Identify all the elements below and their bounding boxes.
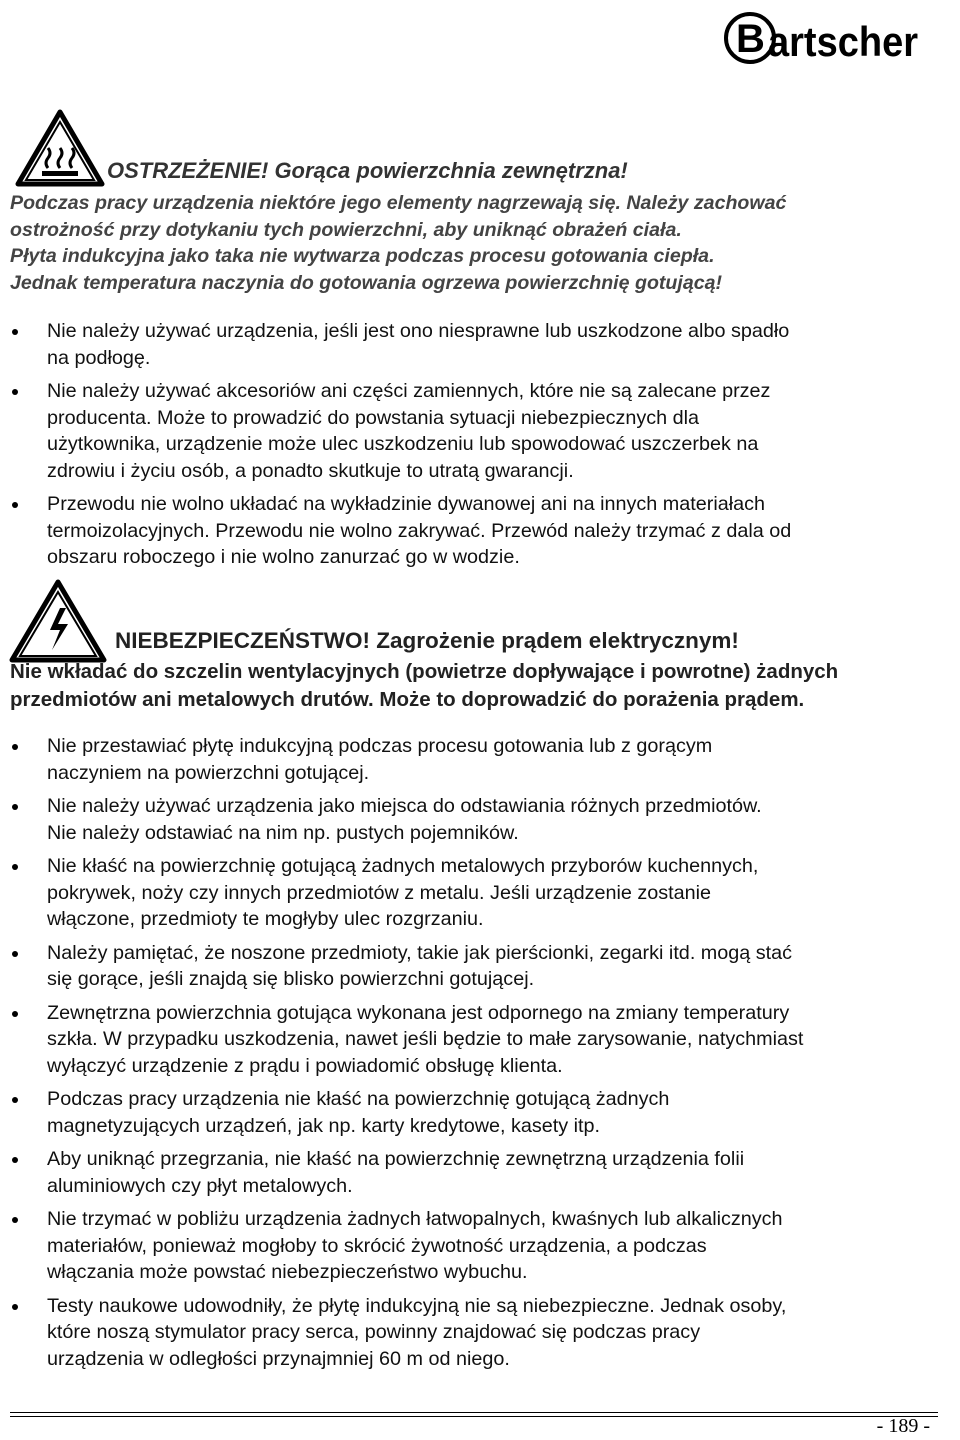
list-item-line: Nie przestawiać płytę indukcyjną podczas procesu gotowania lub z gorącym xyxy=(47,735,713,757)
bullet-dot xyxy=(12,1097,18,1103)
danger-text-line: Nie wkładać do szczelin wentylacyjnych (powietrze dopływające i powrotne) żadnych xyxy=(10,660,839,683)
list-item-line: szkła. W przypadku uszkodzenia, nawet jeśli będzie to małe zarysowanie, natychmiast xyxy=(47,1028,804,1050)
list-item-line: się gorące, jeśli znajdą się blisko powierzchni gotującej. xyxy=(47,968,535,990)
list-item-line: Aby uniknąć przegrzania, nie kłaść na powierzchnię zewnętrzną urządzenia folii xyxy=(47,1148,745,1170)
list-item-line: termoizolacyjnych. Przewodu nie wolno zakrywać. Przewód należy trzymać z dala od xyxy=(47,519,792,542)
list-item xyxy=(0,733,937,786)
danger-bullet-list xyxy=(0,733,960,1379)
bullet-dot xyxy=(12,389,18,395)
list-item-line: pokrywek, noży czy innych przedmiotów z metalu. Jeśli urządzenie zostanie xyxy=(47,881,712,904)
list-item xyxy=(0,491,937,571)
list-item-line: obszaru roboczego i nie wolno zanurzać go w wodzie. xyxy=(47,546,520,568)
list-item xyxy=(0,378,937,484)
list-item-line: materiałów, ponieważ mogłoby to skrócić żywotność urządzenia, a podczas xyxy=(47,1234,707,1257)
bullet-dot xyxy=(12,502,18,508)
list-item-line: magnetyzujących urządzeń, jak np. karty kredytowe, kasety itp. xyxy=(47,1114,601,1137)
list-item-line: włączone, przedmioty te mogłyby ulec rozgrzaniu. xyxy=(47,908,484,930)
bullet-dot xyxy=(12,804,18,810)
bullet-dot xyxy=(12,329,18,335)
list-item-line: włączania może powstać niebezpieczeństwo wybuchu. xyxy=(47,1261,528,1283)
list-item xyxy=(0,1293,937,1373)
warning-text-line: ostrożność przy dotykaniu tych powierzchni, aby uniknąć obrażeń ciała. xyxy=(10,218,682,241)
list-item xyxy=(0,1146,937,1199)
list-item-line: Nie należy używać akcesoriów ani części zamiennych, które nie są zalecane przez xyxy=(47,380,771,402)
danger-heading: NIEBEZPIECZEŃSTWO! Zagrożenie prądem elektrycznym! xyxy=(115,628,739,653)
hot-surface-warning-icon xyxy=(14,108,106,193)
list-item-line: naczyniem na powierzchni gotującej. xyxy=(47,761,370,784)
list-item-line: urządzenia w odległości przynajmniej 60 m od niego. xyxy=(47,1347,510,1370)
list-item-line: producenta. Może to prowadzić do powstania sytuacji niebezpiecznych dla xyxy=(47,406,700,429)
danger-text-line: przedmiotów ani metalowych drutów. Może to doprowadzić do porażenia prądem. xyxy=(10,688,805,711)
list-item xyxy=(0,940,937,993)
warning-text-line: Płyta indukcyjna jako taka nie wytwarza podczas procesu gotowania ciepła. xyxy=(10,245,715,267)
electric-shock-warning-icon xyxy=(8,578,108,669)
list-item xyxy=(0,1206,937,1286)
warning-text-line: Podczas pracy urządzenia niektóre jego elementy nagrzewają się. Należy zachować xyxy=(10,192,787,214)
warning-text-line: Jednak temperatura naczynia do gotowania ogrzewa powierzchnię gotującą! xyxy=(10,271,723,294)
footer-divider xyxy=(10,1416,938,1417)
list-item xyxy=(0,853,937,933)
bullet-dot xyxy=(12,1304,18,1310)
list-item-line: użytkownika, urządzenie może ulec uszkodzeniu lub spowodować uszczerbek na xyxy=(47,433,759,455)
list-item-line: Nie należy używać urządzenia jako miejsca do odstawiania różnych przedmiotów. xyxy=(47,795,762,817)
list-item-line: aluminiowych czy płyt metalowych. xyxy=(47,1174,353,1197)
list-item-line: Nie należy odstawiać na nim np. pustych pojemników. xyxy=(47,821,519,844)
list-item xyxy=(0,318,937,371)
bullet-dot xyxy=(12,951,18,957)
bartscher-logo xyxy=(722,6,922,70)
list-item-line: Zewnętrzna powierzchnia gotująca wykonana jest odpornego na zmiany temperatury xyxy=(47,1001,790,1024)
warning-bullet-list xyxy=(0,318,960,578)
svg-text:B: B xyxy=(736,17,765,61)
bullet-dot xyxy=(12,1157,18,1163)
bullet-dot xyxy=(12,864,18,870)
bullet-dot xyxy=(12,744,18,750)
list-item-line: Nie należy używać urządzenia, jeśli jest ono niesprawne lub uszkodzone albo spadło xyxy=(47,320,790,342)
list-item-line: Nie kłaść na powierzchnię gotującą żadnych metalowych przyborów kuchennych, xyxy=(47,855,759,877)
list-item-line: na podłogę. xyxy=(47,346,151,369)
list-item-line: Nie trzymać w pobliżu urządzenia żadnych łatwopalnych, kwaśnych lub alkalicznych xyxy=(47,1208,783,1230)
bullet-dot xyxy=(12,1217,18,1223)
list-item xyxy=(0,793,937,846)
list-item-line: wyłączyć urządzenie z prądu i powiadomić obsługę klienta. xyxy=(47,1054,563,1077)
list-item-line: Podczas pracy urządzenia nie kłaść na powierzchnię gotującą żadnych xyxy=(47,1088,670,1110)
page-number: - 189 - xyxy=(876,1415,930,1437)
danger-text xyxy=(10,658,958,714)
footer-divider xyxy=(10,1412,938,1413)
warning-text xyxy=(10,190,955,296)
list-item-line: Testy naukowe udowodniły, że płytę indukcyjną nie są niebezpieczne. Jednak osoby, xyxy=(47,1294,787,1317)
svg-text:artscher: artscher xyxy=(768,18,918,65)
bullet-dot xyxy=(12,1011,18,1017)
list-item xyxy=(0,1086,937,1139)
list-item-line: które noszą stymulator pracy serca, powinny znajdować się podczas pracy xyxy=(47,1321,701,1343)
list-item xyxy=(0,1000,937,1080)
warning-heading: OSTRZEŻENIE! Gorąca powierzchnia zewnętrzna! xyxy=(107,158,628,183)
list-item-line: Przewodu nie wolno układać na wykładzinie dywanowej ani na innych materiałach xyxy=(47,493,766,515)
list-item-line: Należy pamiętać, że noszone przedmioty, takie jak pierścionki, zegarki itd. mogą stać xyxy=(47,941,793,964)
list-item-line: zdrowiu i życiu osób, a ponadto skutkuje to utratą gwarancji. xyxy=(47,459,574,482)
